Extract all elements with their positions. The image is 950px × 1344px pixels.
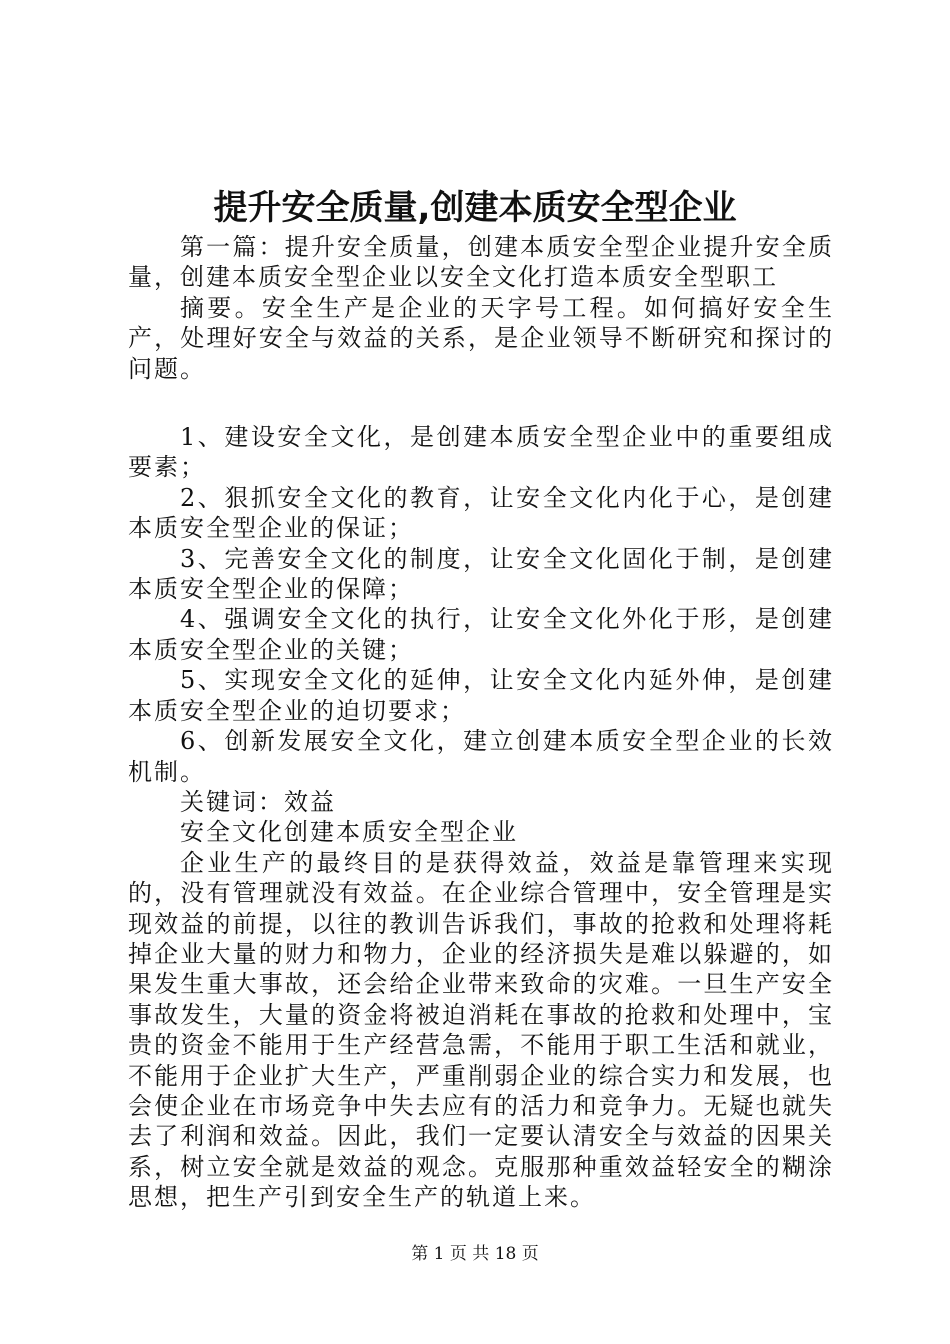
document-title: 提升安全质量,创建本质安全型企业 <box>213 188 737 228</box>
list-item-1: 1、建设安全文化，是创建本质安全型企业中的重要组成要素； <box>128 423 834 482</box>
keywords-continuation: 安全文化创建本质安全型企业 <box>180 818 518 847</box>
list-item-2: 2、狠抓安全文化的教育，让安全文化内化于心，是创建本质安全型企业的保证； <box>128 483 834 543</box>
keywords-line: 关键词：效益 <box>180 787 336 816</box>
blank-line <box>128 384 834 422</box>
list-item-3: 3、完善安全文化的制度，让安全文化固化于制，是创建本质安全型企业的保障； <box>128 544 834 604</box>
list-item-5: 5、实现安全文化的延伸，让安全文化内延外伸，是创建本质安全型企业的迫切要求； <box>128 666 834 725</box>
list-item-6: 6、创新发展安全文化，建立创建本质安全型企业的长效机制。 <box>128 727 834 786</box>
paragraph-intro: 第一篇：提升安全质量，创建本质安全型企业提升安全质量，创建本质安全型企业以安全文化打造本质安全型职工 <box>128 233 834 292</box>
page-number: 第 1 页 共 18 页 <box>411 1244 539 1264</box>
list-item-4: 4、强调安全文化的执行，让安全文化外化于形，是创建本质安全型企业的关键； <box>128 605 834 664</box>
document-body <box>128 232 834 1213</box>
paragraph-abstract: 摘要。安全生产是企业的天字号工程。如何搞好安全生产，处理好安全与效益的关系，是企业领导不断研究和探讨的问题。 <box>128 293 834 383</box>
paragraph-main: 企业生产的最终目的是获得效益，效益是靠管理来实现的，没有管理就没有效益。在企业综合管理中，安全管理是实现效益的前提，以往的教训告诉我们，事故的抢救和处理将耗掉企业大量的财力和物力，企业的经济损失是难以躲避的，如果发生重大事故，还会给企业带来致命的灾难。一旦生产安全事故发生，大量的资金将被迫消耗在事故的抢救和处理中，宝贵的资金不能用于生产经营急需，不能用于职工生活和就业，不能用于企业扩大生产，严重削弱企业的综合实力和发展，也会使企业在市场竞争中失去应有的活力和竞争力。无疑也就失去了利润和效益。因此，我们一定要认清安全与效益的因果关系，树立安全就是效益的观念。克服那种重效益轻安全的糊涂思想，把生产引到安全生产的轨道上来。 <box>128 848 834 1212</box>
